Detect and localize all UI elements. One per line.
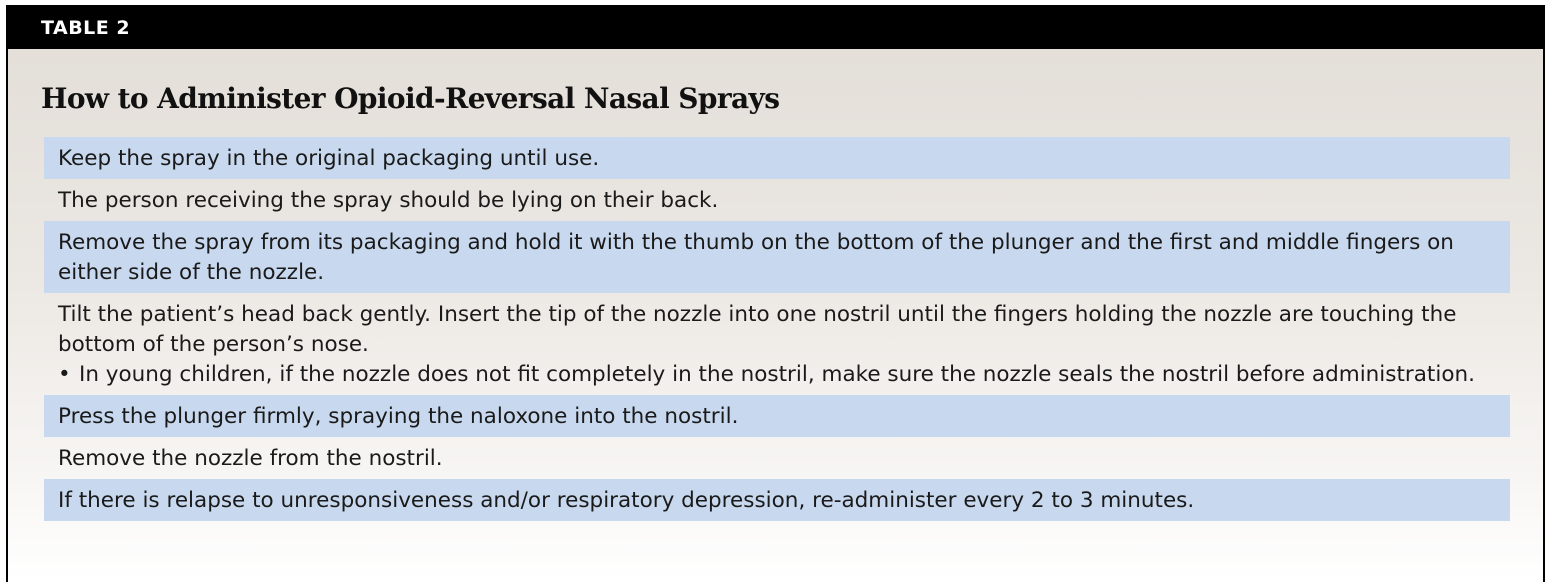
- instruction-text: Tilt the patient’s head back gently. Insert the tip of the nozzle into one nostril until the fingers holding the nozzle are touching the bottom of the person’s nose.: [58, 302, 1457, 357]
- table-title: How to Administer Opioid-Reversal Nasal Sprays: [41, 82, 780, 115]
- instruction-text: Remove the spray from its packaging and hold it with the thumb on the bottom of the plunger and the first and middle fingers on either side of the nozzle.: [58, 230, 1454, 285]
- table-number-label: TABLE 2: [41, 17, 131, 39]
- instruction-row-5: [44, 395, 1510, 437]
- instruction-text: Press the plunger firmly, spraying the naloxone into the nostril.: [58, 404, 739, 429]
- instruction-list: [44, 137, 1510, 521]
- instruction-row-7: [44, 479, 1510, 521]
- instruction-text: Keep the spray in the original packaging until use.: [58, 146, 600, 171]
- table-frame: [6, 5, 1545, 582]
- instruction-text: Remove the nozzle from the nostril.: [58, 446, 443, 471]
- instruction-text: The person receiving the spray should be lying on their back.: [58, 188, 719, 213]
- bullet-text: In young children, if the nozzle does not fit completely in the nostril, make sure the nozzle seals the nostril before administration.: [79, 362, 1475, 387]
- instruction-row-4: [44, 293, 1510, 395]
- instruction-row-2: [44, 179, 1510, 221]
- instruction-row-1: [44, 137, 1510, 179]
- instruction-text: If there is relapse to unresponsiveness and/or respiratory depression, re-administer every 2 to 3 minutes.: [58, 488, 1195, 513]
- instruction-row-6: [44, 437, 1510, 479]
- table-header-bar: [8, 5, 1543, 49]
- instruction-row-3: [44, 221, 1510, 293]
- bullet-dot: •: [58, 362, 71, 387]
- bullet-item: [58, 360, 1498, 390]
